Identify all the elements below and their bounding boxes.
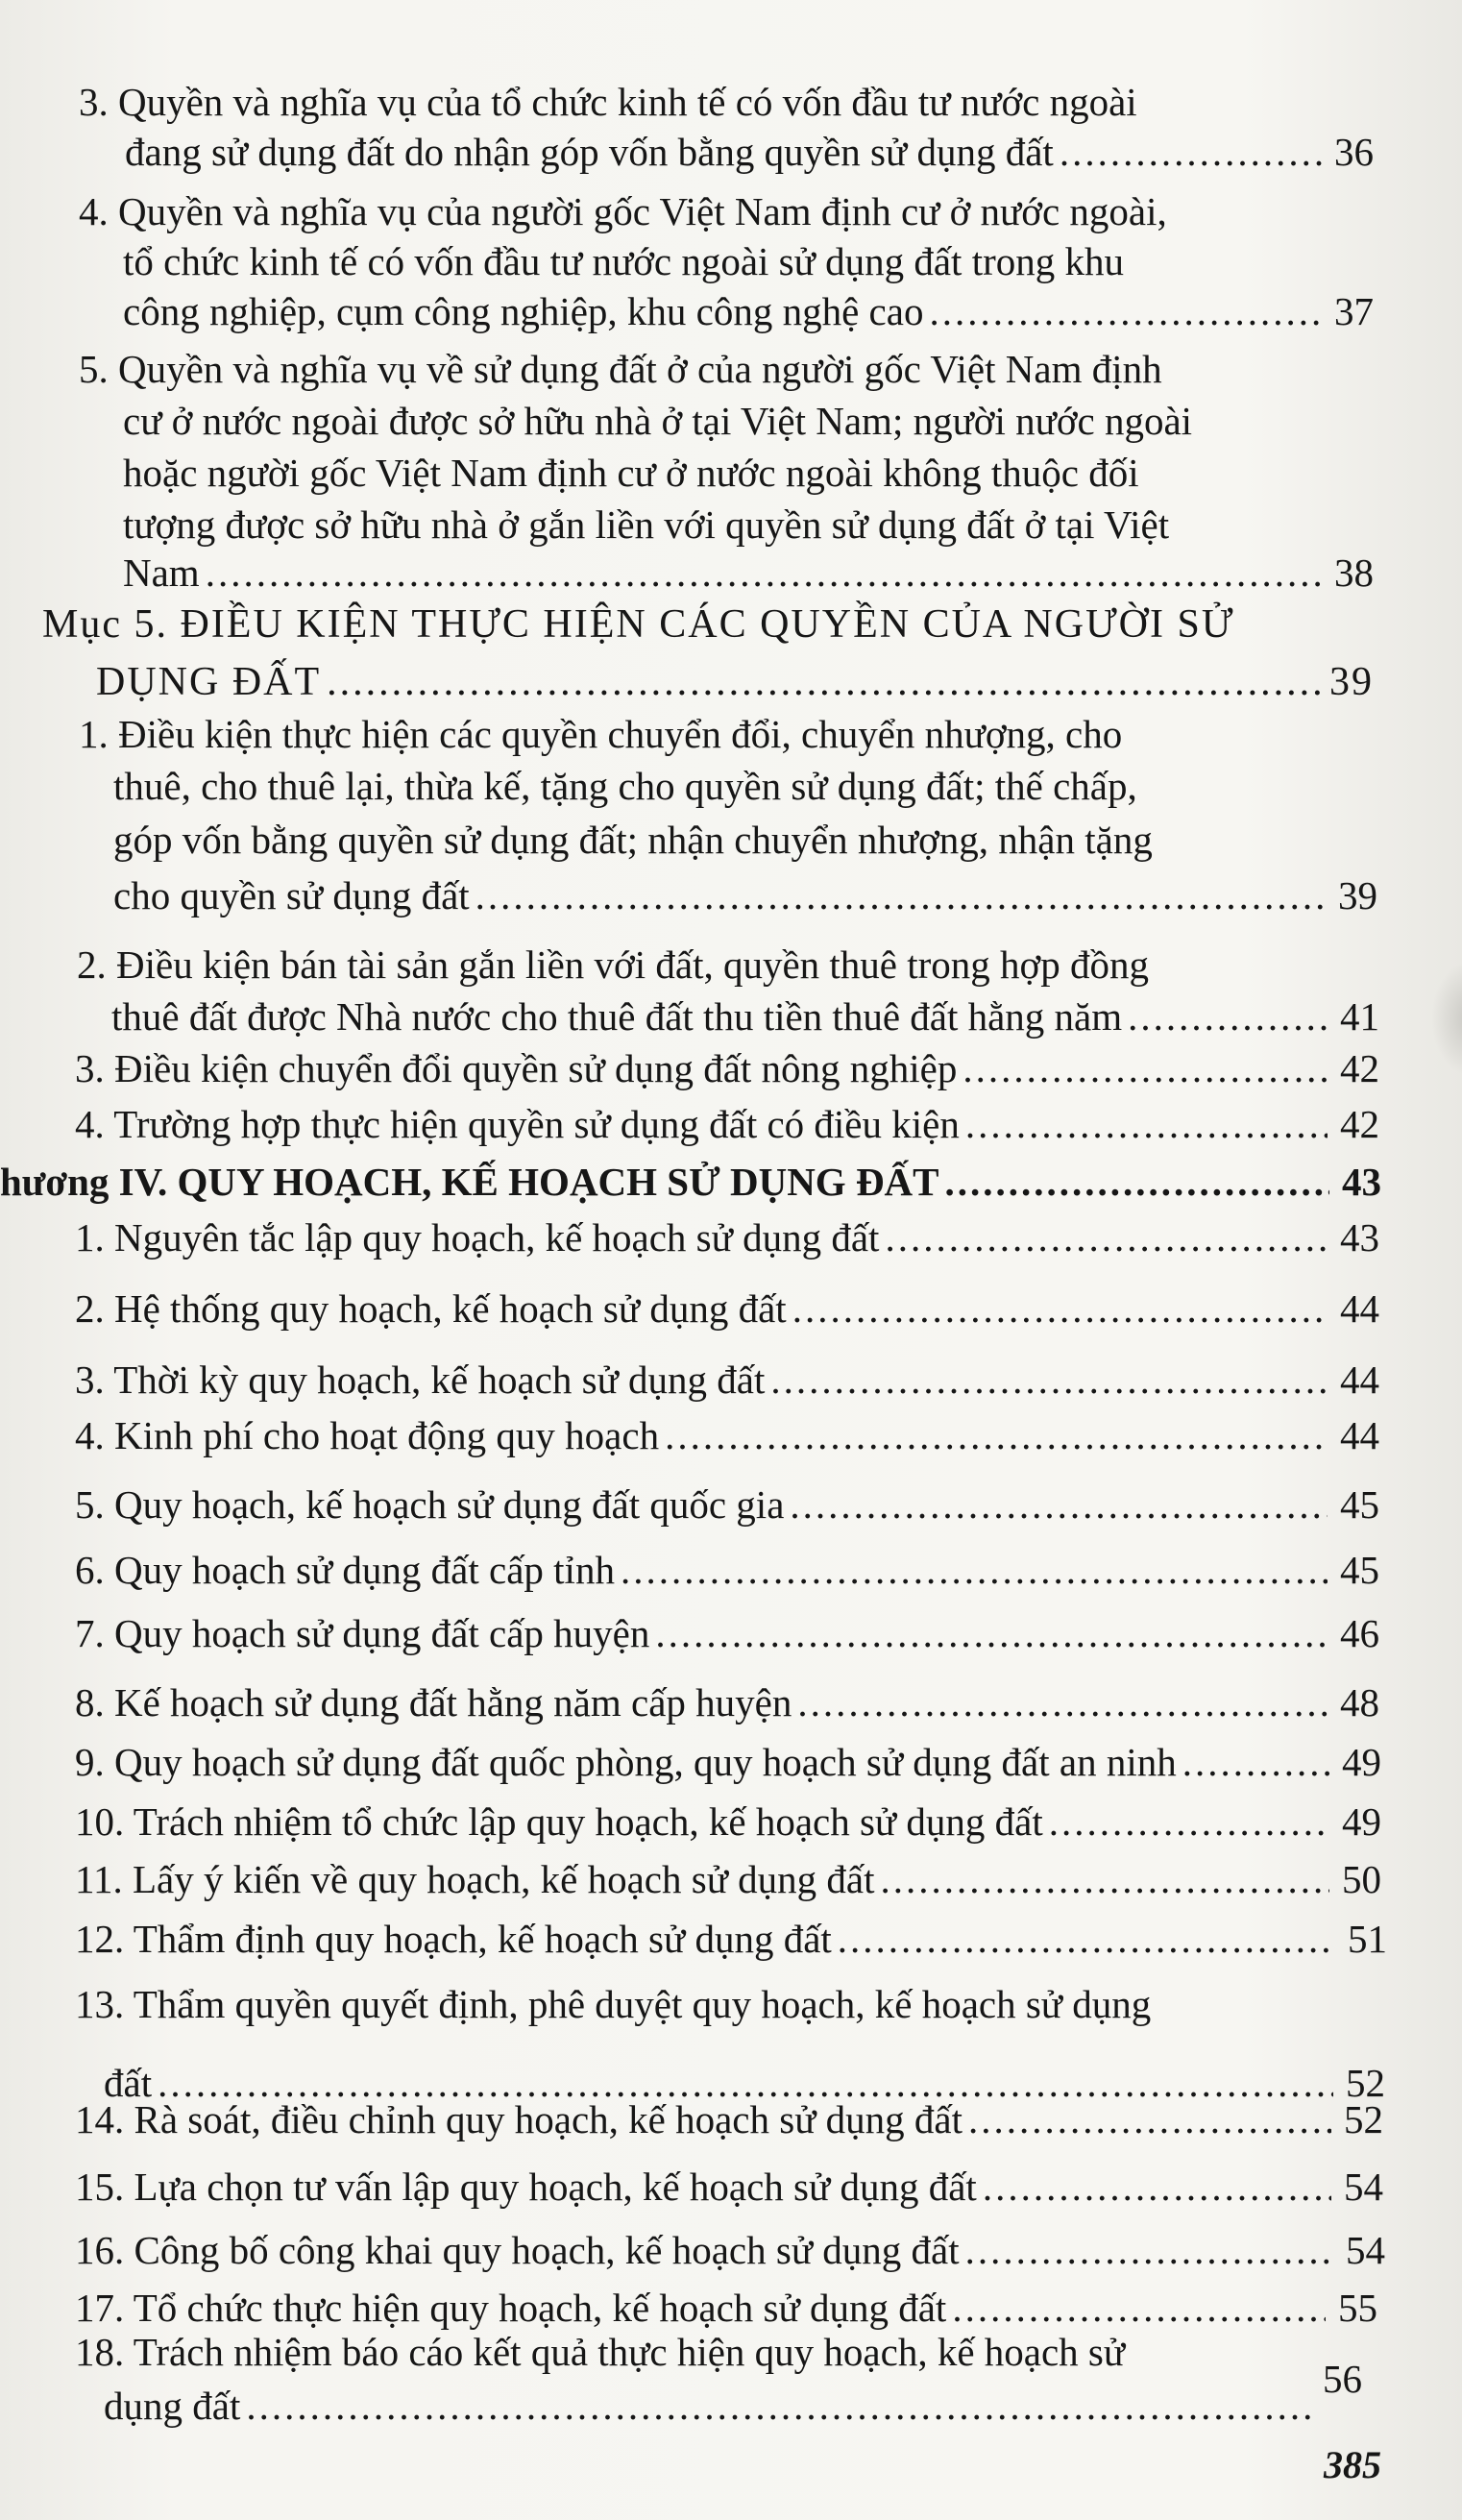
section-heading: Mục 5. ĐIỀU KIỆN THỰC HIỆN CÁC QUYỀN CỦA NGƯỜI SỬ [42,602,1235,647]
leader-dots [885,1211,1328,1264]
toc-entry-text: 4. Quyền và nghĩa vụ của người gốc Việt Nam định cư ở nước ngoài, [79,189,1167,233]
toc-entry-text: 11. Lấy ý kiến về quy hoạch, kế hoạch sử dụng đất [75,1857,875,1901]
page-number: 49 [1342,1740,1381,1784]
leader-dots [929,284,1322,338]
toc-entry[interactable] [111,990,1379,1043]
toc-entry-text: 1. Điều kiện thực hiện các quyền chuyển đổi, chuyển nhượng, cho [79,712,1123,756]
toc-entry-text: 16. Công bố công khai quy hoạch, kế hoạch sử dụng đất [75,2228,960,2272]
toc-entry[interactable] [75,1282,1379,1335]
toc-entry[interactable] [75,1912,1387,1966]
leader-dots [1182,1735,1329,1789]
page-number: 46 [1340,1611,1379,1655]
toc-entry-text: 13. Thẩm quyền quyết định, phê duyệt quy hoạch, kế hoạch sử dụng [75,1982,1152,2026]
toc-entry-text: tượng được sở hữu nhà ở gắn liền với quyền sử dụng đất ở tại Việt [123,502,1170,547]
toc-entry[interactable] [75,1795,1381,1848]
toc-entry-text: 14. Rà soát, điều chỉnh quy hoạch, kế hoạch sử dụng đất [75,2097,963,2141]
page-number: 43 [1340,1215,1379,1260]
page-number: 39 [1329,660,1374,704]
toc-entry-text: dụng đất [104,2384,241,2428]
toc-entry-text: đang sử dụng đất do nhận góp vốn bằng quyền sử dụng đất [125,130,1054,174]
toc-entry-text: 8. Kế hoạch sử dụng đất hằng năm cấp huyện [75,1680,792,1725]
toc-entry[interactable] [75,1735,1381,1789]
leader-dots [797,1676,1328,1729]
page-number: 42 [1340,1102,1379,1146]
toc-entry[interactable] [75,1353,1379,1407]
toc-entry[interactable] [75,1097,1379,1151]
toc-entry-text: tổ chức kinh tế có vốn đầu tư nước ngoài sử dụng đất trong khu [123,239,1124,283]
toc-entry[interactable] [75,1041,1379,1095]
page-number: 52 [1346,2061,1385,2105]
toc-entry-text: 5. Quyền và nghĩa vụ về sử dụng đất ở của người gốc Việt Nam định [79,347,1162,391]
leader-dots [962,1041,1328,1095]
page-number: 51 [1348,1917,1387,1961]
leader-dots [838,1912,1335,1966]
toc-entry-text: 4. Trường hợp thực hiện quyền sử dụng đất có điều kiện [75,1102,960,1146]
page-number: 44 [1340,1358,1379,1402]
toc-entry-text: 5. Quy hoạch, kế hoạch sử dụng đất quốc gia [75,1482,785,1527]
toc-entry-text: 12. Thẩm định quy hoạch, kế hoạch sử dụng đất [75,1917,832,1961]
page-number: 38 [1334,550,1374,595]
toc-entry-text: 2. Điều kiện bán tài sản gắn liền với đất, quyền thuê trong hợp đồng [77,942,1149,987]
page-number: 54 [1344,2165,1383,2209]
toc-section[interactable] [96,655,1374,709]
toc-entry-text: thuê, cho thuê lại, thừa kế, tặng cho quyền sử dụng đất; thế chấp, [113,764,1137,808]
leader-dots [881,1852,1329,1906]
toc-entry-text: góp vốn bằng quyền sử dụng đất; nhận chuyển nhượng, nhận tặng [113,818,1153,862]
leader-dots [621,1543,1328,1597]
leader-dots [965,1097,1328,1151]
page-number: 41 [1340,994,1379,1039]
toc-entry-text: thuê đất được Nhà nước cho thuê đất thu tiền thuê đất hằng năm [111,994,1123,1039]
leader-dots [655,1606,1328,1660]
toc-entry[interactable] [104,2357,1362,2433]
toc-entry-text: công nghiệp, cụm công nghiệp, khu công nghệ cao [123,289,924,333]
leader-dots [965,2223,1333,2277]
toc-entry-text: cư ở nước ngoài được sở hữu nhà ở tại Việt Nam; người nước ngoài [123,399,1193,443]
toc-entry-text: Nam [123,550,200,595]
toc-entry[interactable] [75,1852,1381,1906]
leader-dots [475,869,1326,922]
page-number: 43 [1342,1160,1381,1204]
toc-entry[interactable] [123,284,1374,338]
toc-entry[interactable] [75,2223,1385,2277]
page-number: 39 [1338,873,1377,917]
page-number: 55 [1338,2286,1377,2330]
leader-dots [792,1282,1328,1335]
toc-chapter[interactable] [0,1155,1381,1209]
toc-entry-text: 10. Trách nhiệm tổ chức lập quy hoạch, kế hoạch sử dụng đất [75,1799,1043,1844]
toc-entry[interactable] [125,125,1374,179]
page-number: 45 [1340,1482,1379,1527]
toc-entry-text: 3. Điều kiện chuyển đổi quyền sử dụng đất nông nghiệp [75,1046,958,1090]
toc-entry[interactable] [75,2160,1383,2214]
page-number: 50 [1342,1857,1381,1901]
page-number: 42 [1340,1046,1379,1090]
toc-entry-text: 1. Nguyên tắc lập quy hoạch, kế hoạch sử dụng đất [75,1215,880,1260]
page-number: 54 [1346,2228,1385,2272]
page-number: 45 [1340,1548,1379,1592]
toc-entry-text: 4. Kinh phí cho hoạt động quy hoạch [75,1413,660,1457]
footer-page-number: 385 [1324,2443,1381,2486]
toc-entry[interactable] [75,1478,1379,1531]
toc-entry-text: 18. Trách nhiệm báo cáo kết quả thực hiện quy hoạch, kế hoạch sử [75,2330,1126,2374]
leader-dots [983,2160,1331,2214]
page-number: 49 [1342,1799,1381,1844]
page-number: 56 [1323,2357,1362,2401]
toc-entry[interactable] [75,1676,1379,1729]
page-number: 36 [1334,130,1374,174]
leader-dots [945,1155,1329,1209]
toc-entry[interactable] [75,1543,1379,1597]
toc-entry-text: 15. Lựa chọn tư vấn lập quy hoạch, kế hoạch sử dụng đất [75,2165,977,2209]
toc-entry[interactable] [75,1408,1379,1462]
page-number: 44 [1340,1413,1379,1457]
toc-entry-text: đất [104,2061,153,2105]
toc-entry[interactable] [113,869,1377,922]
section-heading-text: DỤNG ĐẤT [96,660,322,704]
leader-dots [1128,990,1328,1043]
toc-entry-text: 3. Quyền và nghĩa vụ của tổ chức kinh tế có vốn đầu tư nước ngoài [79,80,1137,124]
leader-dots [206,546,1322,599]
page-number: 48 [1340,1680,1379,1725]
leader-dots [1049,1795,1329,1848]
leader-dots [327,655,1322,709]
toc-entry[interactable] [75,2092,1383,2146]
toc-entry-text: cho quyền sử dụng đất [113,873,470,917]
chapter-heading-text: hương IV. QUY HOẠCH, KẾ HOẠCH SỬ DỤNG ĐẤT [0,1160,939,1204]
leader-dots [790,1478,1328,1531]
toc-entry-text: hoặc người gốc Việt Nam định cư ở nước ngoài không thuộc đối [123,451,1139,495]
page-number: 52 [1344,2097,1383,2141]
leader-dots [770,1353,1328,1407]
toc-entry[interactable] [75,1606,1379,1660]
leader-dots [246,2379,1310,2433]
page-shadow [1431,961,1462,1076]
toc-entry-text: 3. Thời kỳ quy hoạch, kế hoạch sử dụng đất [75,1358,766,1402]
toc-entry-text: 17. Tổ chức thực hiện quy hoạch, kế hoạch sử dụng đất [75,2286,947,2330]
toc-entry-text: 9. Quy hoạch sử dụng đất quốc phòng, quy hoạch sử dụng đất an ninh [75,1740,1177,1784]
toc-entry[interactable] [75,1211,1379,1264]
page-number: 37 [1334,289,1374,333]
toc-entry-text: 6. Quy hoạch sử dụng đất cấp tỉnh [75,1548,615,1592]
leader-dots [1060,125,1322,179]
leader-dots [665,1408,1328,1462]
toc-entry[interactable] [123,546,1374,599]
toc-entry-text: 2. Hệ thống quy hoạch, kế hoạch sử dụng đất [75,1286,787,1331]
page-number: 44 [1340,1286,1379,1331]
leader-dots [968,2092,1331,2146]
toc-entry-text: 7. Quy hoạch sử dụng đất cấp huyện [75,1611,650,1655]
